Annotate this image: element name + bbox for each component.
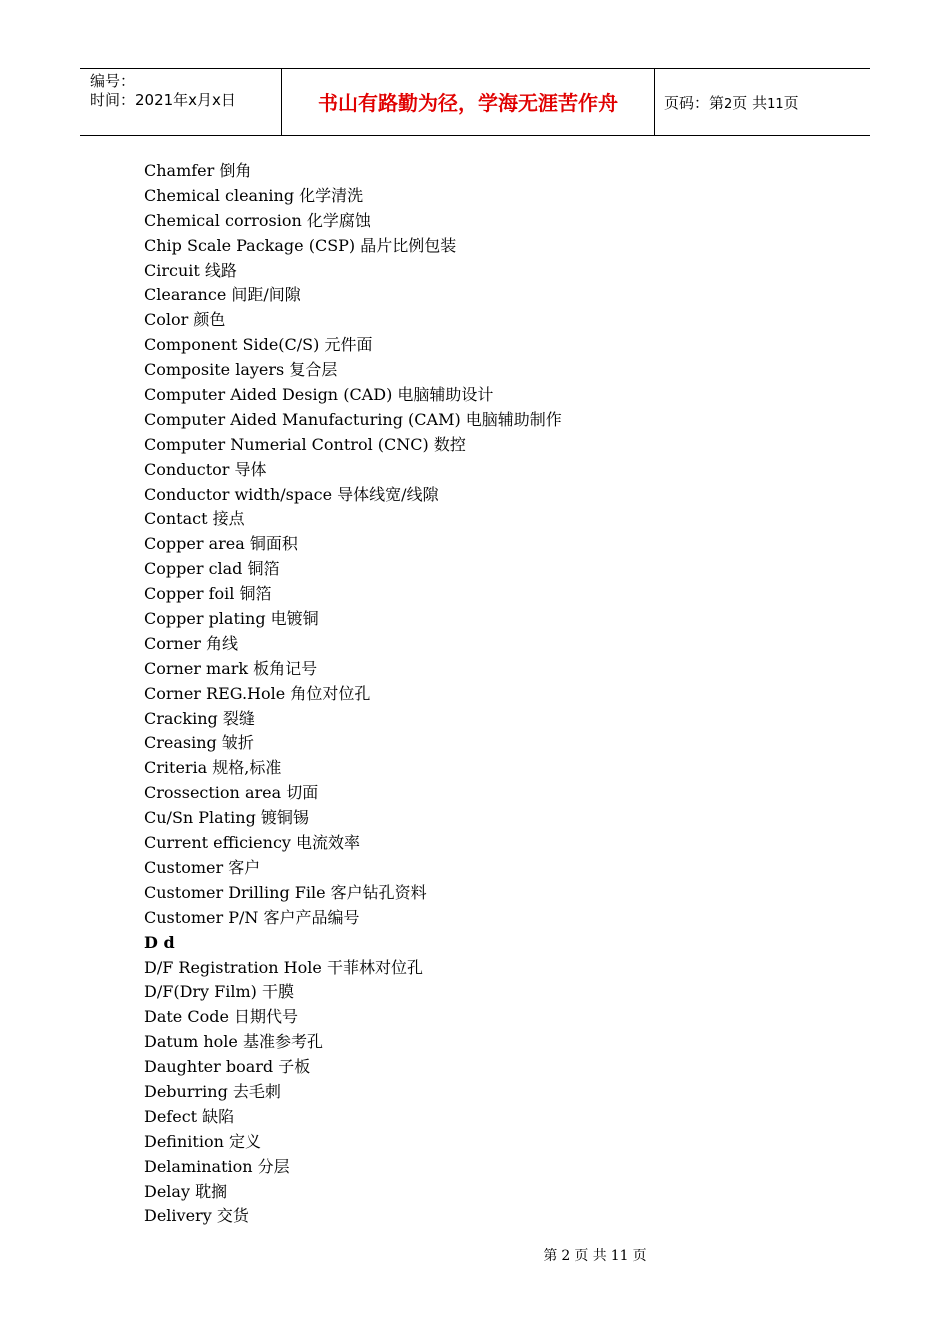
footer-page-total: 11 [610, 1248, 629, 1264]
glossary-list [144, 159, 844, 1229]
footer-page-num: 2 [561, 1248, 571, 1264]
glossary-entry: Defect 缺陷 [144, 1106, 235, 1126]
glossary-entry: Criteria 规格,标准 [144, 758, 282, 778]
glossary-entry: Chemical cleaning 化学清洗 [144, 185, 364, 205]
page-header [80, 68, 870, 136]
header-page-number [664, 93, 799, 115]
footer-mid: 页 共 [574, 1248, 607, 1264]
header-page-mid: 页 共 [732, 94, 768, 112]
glossary-entry: Customer Drilling File 客户钻孔资料 [144, 882, 427, 902]
glossary-entry: Corner REG.Hole 角位对位孔 [144, 683, 371, 703]
glossary-entry: Definition 定义 [144, 1131, 261, 1151]
glossary-entry: Conductor 导体 [144, 459, 267, 479]
glossary-entry: Corner mark 板角记号 [144, 658, 318, 678]
glossary-entry: Current efficiency 电流效率 [144, 833, 361, 853]
glossary-entry: Daughter board 子板 [144, 1057, 311, 1077]
glossary-entry: Crossection area 切面 [144, 783, 319, 803]
glossary-entry: Chip Scale Package (CSP) 晶片比例包装 [144, 235, 457, 255]
glossary-entry: Delamination 分层 [144, 1156, 290, 1176]
glossary-entry: D/F Registration Hole 干菲林对位孔 [144, 957, 423, 977]
glossary-entry: Copper area 铜面积 [144, 534, 298, 554]
header-motto: 书山有路勤为径，学海无涯苦作舟 [318, 91, 618, 115]
footer-suffix: 页 [632, 1248, 647, 1264]
glossary-entry: Composite layers 复合层 [144, 360, 338, 380]
glossary-entry: Datum hole 基准参考孔 [144, 1032, 323, 1052]
header-page-num: 2 [724, 97, 733, 112]
glossary-entry: Component Side(C/S) 元件面 [144, 335, 373, 355]
glossary-entry: Computer Aided Manufacturing (CAM) 电脑辅助制作 [144, 409, 562, 429]
glossary-entry: Circuit 线路 [144, 260, 237, 280]
glossary-entry: Computer Aided Design (CAD) 电脑辅助设计 [144, 385, 494, 405]
header-page-suffix: 页 [783, 94, 799, 112]
glossary-entry: Chamfer 倒角 [144, 161, 252, 180]
glossary-entry: Customer P/N 客户产品编号 [144, 907, 360, 927]
header-meta [90, 72, 236, 110]
glossary-entry: Color 颜色 [144, 310, 226, 330]
header-page-total: 11 [767, 97, 784, 112]
header-divider-right [654, 69, 655, 135]
glossary-entry: Copper plating 电镀铜 [144, 609, 319, 629]
glossary-entry: Cu/Sn Plating 镀铜锡 [144, 808, 309, 828]
section-heading: D d [144, 932, 175, 952]
glossary-entry: Clearance 间距/间隙 [144, 285, 301, 305]
glossary-entry: Date Code 日期代号 [144, 1007, 299, 1027]
header-page-prefix: 页码：第 [664, 94, 725, 112]
glossary-entry: Delivery 交货 [144, 1206, 249, 1226]
glossary-entry: Delay 耽搁 [144, 1181, 228, 1201]
glossary-entry: Computer Numerial Control (CNC) 数控 [144, 434, 466, 454]
glossary-entry: Deburring 去毛刺 [144, 1081, 281, 1101]
page-footer [0, 1246, 950, 1266]
glossary-entry: Chemical corrosion 化学腐蚀 [144, 210, 371, 230]
glossary-entry: D/F(Dry Film) 干膜 [144, 982, 295, 1002]
date-label: 时间：2021年x月x日 [90, 91, 236, 109]
footer-prefix: 第 [543, 1248, 558, 1264]
glossary-entry: Corner 角线 [144, 633, 239, 653]
glossary-entry: Creasing 皱折 [144, 733, 254, 753]
glossary-entry: Customer 客户 [144, 857, 261, 877]
glossary-entry: Contact 接点 [144, 509, 245, 529]
glossary-entry: Cracking 裂缝 [144, 708, 255, 728]
glossary-entry: Copper clad 铜箔 [144, 559, 280, 579]
glossary-entry: Copper foil 铜箔 [144, 584, 272, 604]
glossary-entry: Conductor width/space 导体线宽/线隙 [144, 484, 439, 504]
serial-label: 编号： [90, 72, 136, 90]
